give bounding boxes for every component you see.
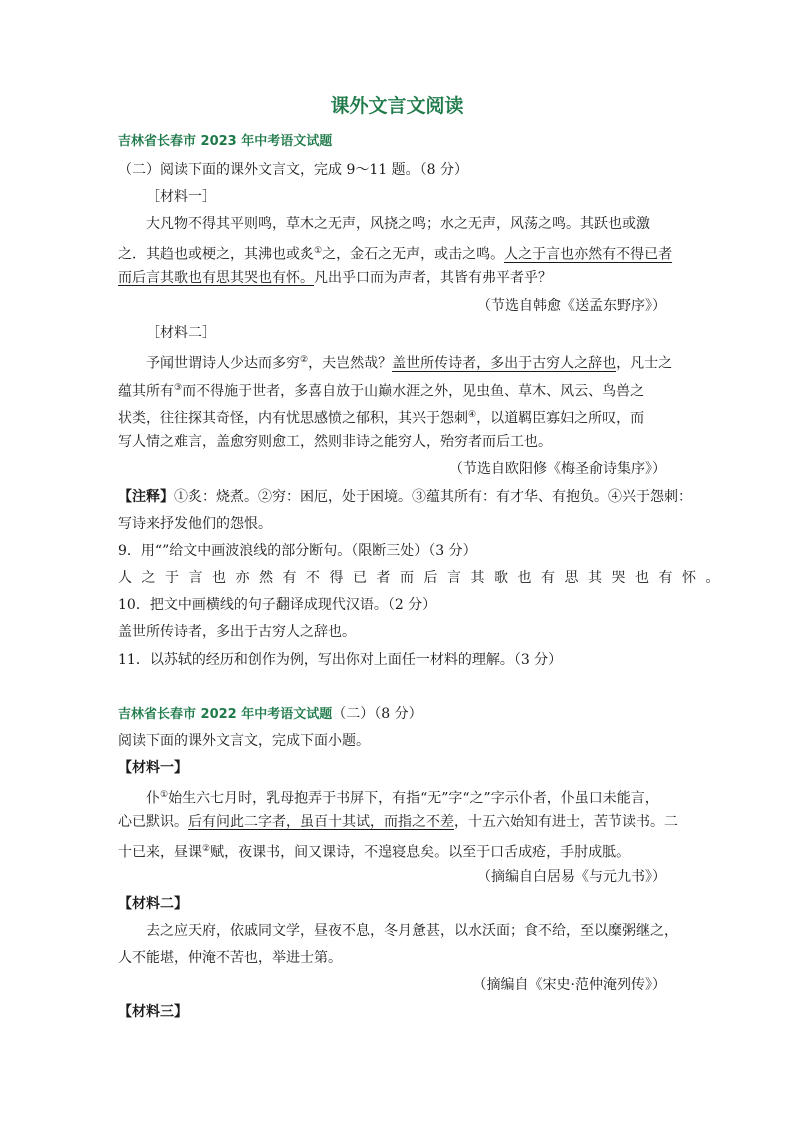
text-run: 赋，夜课书，间又课诗，不遑寝息矣。以至于口舌成疮，手肘成胝。 [210,844,631,861]
text-run: 凡出乎口而为声者，其皆有弗平者乎？ [314,270,552,286]
passage-line [146,785,659,809]
passage-line: 去之应天府，依戚同文学，昼夜不息，冬月惫甚，以水沃面；食不给，至以糜粥继之， [146,923,678,939]
passage-line: 人不能堪，仲淹不苦也，举进士第。 [118,950,342,966]
passage-line: 写人情之难言，盖愈穷则愈工，然则非诗之能穷人，殆穷者而后工也。 [118,434,552,450]
section-heading-2023: 吉林省长春市 2023 年中考语文试题 [118,134,333,149]
passage-line [118,839,630,863]
text-run: ，以道羁臣寡妇之所叹，而 [476,410,645,427]
passage-line [118,812,678,832]
footnote-marker: ① [160,790,169,800]
footnote-marker: ② [300,355,309,365]
text-run: ，夫岂然哉？ [308,355,393,372]
footnote-marker: ④ [468,410,477,420]
text-run: 始生六七月时，乳母抱弄于书屏下，有指“无”字“之”字示仆者，仆虽口未能言， [168,790,659,807]
section-instruction: （二）阅读下面的课外文言文，完成 9～11 题。（8 分） [118,162,468,178]
underlined-sentence: 盖世所传诗者，多出于古穷人之辞也 [392,355,617,372]
passage-line [118,378,644,402]
text-run: 而不得施于世者，多喜自放于山巅水涯之外，见虫鱼、草木、风云、鸟兽之 [182,383,645,400]
wavy-underlined-passage: 人之于言也亦然有不得已者 [504,246,673,263]
material-3-label: 【材料三】 [118,1004,188,1020]
text-run: ，凡士之 [616,355,673,372]
notes-label: 【注释】 [118,489,174,505]
source-citation: （摘编自白居易《与元九书》） [477,869,666,885]
material-1-label: 【材料一】 [118,760,188,776]
material-1-label: ［材料一］ [146,189,216,205]
heading-score: （二）（8 分） [332,706,423,722]
question-9-passage: 人之于言也亦然有不得已者而后言其歌也有思其哭也有怀。 [118,570,729,586]
passage-line [146,350,672,374]
text-run: 予闻世谓诗人少达而多穷 [146,355,300,372]
passage-line: 大凡物不得其平则鸣，草木之无声，风挠之鸣；水之无声，风荡之鸣。其跃也或激 [146,216,650,232]
source-citation: （节选自韩愈《送孟东野序》） [477,298,666,314]
passage-line [118,268,552,288]
text-run: ，十五六始知有进士，苦节读书。二 [454,814,678,830]
passage-line [118,405,644,429]
text-run: 十已来，昼课 [118,844,202,861]
notes-line: 写诗来抒发他们的怨恨。 [118,516,272,532]
underlined-sentence: 后有问此二字者，虽百十其试，而指之不差 [188,814,454,830]
page-title: 课外文言文阅读 [330,95,464,117]
notes-line [118,487,692,507]
wavy-underlined-passage: 而后言其歌也有思其哭也有怀。 [118,270,314,286]
heading-text: 吉林省长春市 2022 年中考语文试题 [118,707,333,722]
question-10-sentence: 盖世所传诗者，多出于古穷人之辞也。 [118,624,356,640]
question-9: 9．用“”给文中画波浪线的部分断句。（限断三处）（3 分） [118,543,477,559]
question-10: 10．把文中画横线的句子翻译成现代汉语。（2 分） [118,597,437,613]
question-11: 11．以苏轼的经历和创作为例，写出你对上面任一材料的理解。（3 分） [118,652,563,668]
text-run: 仆 [146,790,160,807]
footnote-marker: ② [202,844,211,854]
footnote-marker: ① [314,246,323,256]
section-heading-2022 [118,704,423,725]
text-run: 状类，往往探其奇怪，内有忧思感愤之郁积，其兴于怨刺 [118,410,468,427]
source-citation: （摘编自《宋史·范仲淹列传》） [472,977,666,993]
text-run: 心已默识。 [118,814,188,830]
text-run: 之，金石之无声，或击之鸣。 [322,246,505,263]
passage-line [118,241,672,265]
material-2-label: 【材料二】 [118,896,188,912]
source-citation: （节选自欧阳修《梅圣俞诗集序》） [449,461,666,477]
notes-text: ①炙：烧煮。②穷：困厄，处于困境。③蕴其所有：有才华、有抱负。④兴于怨刺： [174,489,692,505]
material-2-label: ［材料二］ [146,325,216,341]
section-instruction: 阅读下面的课外文言文，完成下面小题。 [118,733,370,749]
footnote-marker: ③ [174,383,183,393]
text-run: 蕴其所有 [118,383,174,400]
text-run: 之．其趋也或梗之，其沸也或炙 [118,246,314,263]
